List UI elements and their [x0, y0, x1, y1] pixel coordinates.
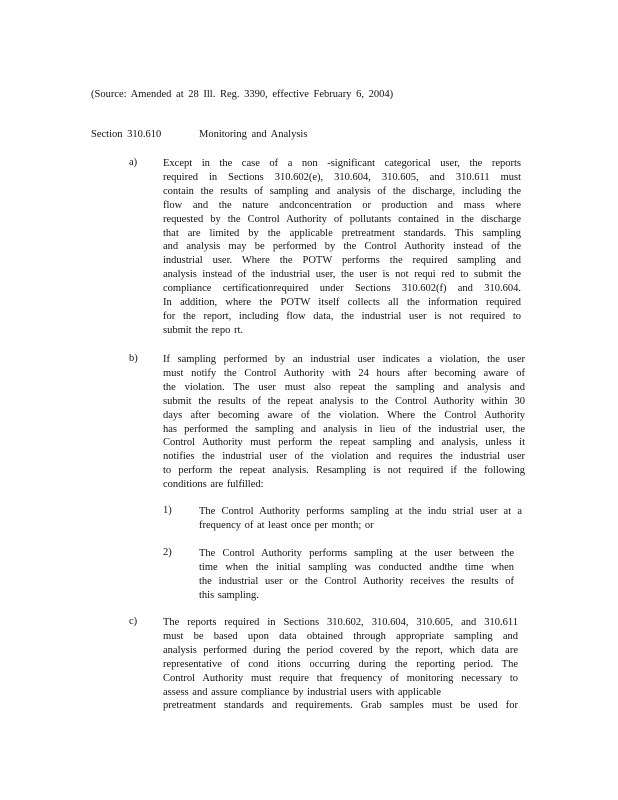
paragraph-line: for the report, including flow data, the industrial user is not required to: [163, 310, 521, 322]
item-1-text: [199, 505, 522, 533]
paragraph-line: The Control Authority performs sampling at the indu strial user at a: [199, 506, 522, 517]
paragraph-line: must notify the Control Authority with 24 hours after becoming aware of: [163, 367, 525, 379]
subsection-a-label: a): [129, 157, 138, 168]
paragraph-line: submit the results of the repeat analysis to the Control Authority within 30: [163, 395, 525, 407]
item-2-label: 2): [163, 547, 172, 558]
paragraph-line: industrial user. Where the POTW performs the required sampling and: [163, 255, 521, 267]
subsection-c-label: c): [129, 616, 138, 627]
paragraph-line: to perform the repeat analysis. Resampling is not required if the following: [163, 465, 525, 477]
subsection-c-text: [163, 616, 518, 713]
paragraph-line: has performed the sampling and analysis in lieu of the industrial user, the: [163, 423, 525, 435]
paragraph-line: requested by the Control Authority of pollutants contained in the discharge: [163, 213, 521, 225]
paragraph-line: analysis instead of the industrial user, the user is not requi red to submit the: [163, 269, 521, 281]
paragraph-line: this sampling.: [199, 589, 259, 601]
paragraph-line: time when the initial sampling was conducted andthe time when: [199, 561, 514, 573]
paragraph-line: contain the results of sampling and analysis of the discharge, including the: [163, 185, 521, 197]
paragraph-line: pretreatment standards and requirements. Grab samples must be used for: [163, 700, 518, 712]
paragraph-line: submit the repo rt.: [163, 324, 243, 336]
paragraph-line: representative of cond itions occurring during the reporting period. The: [163, 658, 518, 670]
paragraph-line: the violation. The user must also repeat the sampling and analysis and: [163, 381, 525, 393]
subsection-b-label: b): [129, 353, 138, 364]
item-1-label: 1): [163, 505, 172, 516]
paragraph-line: Control Authority must require that frequency of monitoring necessary to: [163, 672, 518, 684]
paragraph-line: frequency of at least once per month; or: [199, 519, 374, 531]
subsection-b-text: [163, 353, 525, 492]
paragraph-line: assess and assure compliance by industrial users with applicable: [163, 686, 442, 698]
paragraph-line: The reports required in Sections 310.602, 310.604, 310.605, and 310.611: [163, 617, 518, 628]
paragraph-line: flow and the nature andconcentration or production and mass where: [163, 199, 521, 211]
paragraph-line: notifies the industrial user of the violation and requires the industrial user: [163, 451, 525, 463]
section-title: Monitoring and Analysis: [199, 129, 308, 140]
paragraph-line: In addition, where the POTW itself collects all the information required: [163, 297, 521, 309]
paragraph-line: The Control Authority performs sampling at the user between the: [199, 548, 514, 559]
paragraph-line: Except in the case of a non -significant categorical user, the reports: [163, 158, 521, 169]
paragraph-line: If sampling performed by an industrial user indicates a violation, the user: [163, 354, 525, 365]
paragraph-line: analysis performed during the period covered by the report, which data are: [163, 644, 518, 656]
paragraph-line: conditions are fulfilled:: [163, 479, 264, 491]
paragraph-line: Control Authority must perform the repeat sampling and analysis, unless it: [163, 437, 525, 449]
paragraph-line: that are limited by the applicable pretreatment standards. This sampling: [163, 227, 521, 239]
paragraph-line: and analysis may be performed by the Control Authority instead of the: [163, 241, 521, 253]
paragraph-line: the industrial user or the Control Authority receives the results of: [199, 575, 514, 587]
paragraph-line: compliance certificationrequired under Sections 310.602(f) and 310.604.: [163, 283, 521, 295]
source-note: (Source: Amended at 28 Ill. Reg. 3390, effective February 6, 2004): [91, 89, 394, 100]
subsection-a-text: [163, 157, 521, 338]
paragraph-line: required in Sections 310.602(e), 310.604, 310.605, and 310.611 must: [163, 171, 521, 183]
paragraph-line: must be based upon data obtained through appropriate sampling and: [163, 630, 518, 642]
item-2-text: [199, 547, 514, 603]
section-number: Section 310.610: [91, 129, 162, 140]
paragraph-line: days after becoming aware of the violation. Where the Control Authority: [163, 409, 525, 421]
